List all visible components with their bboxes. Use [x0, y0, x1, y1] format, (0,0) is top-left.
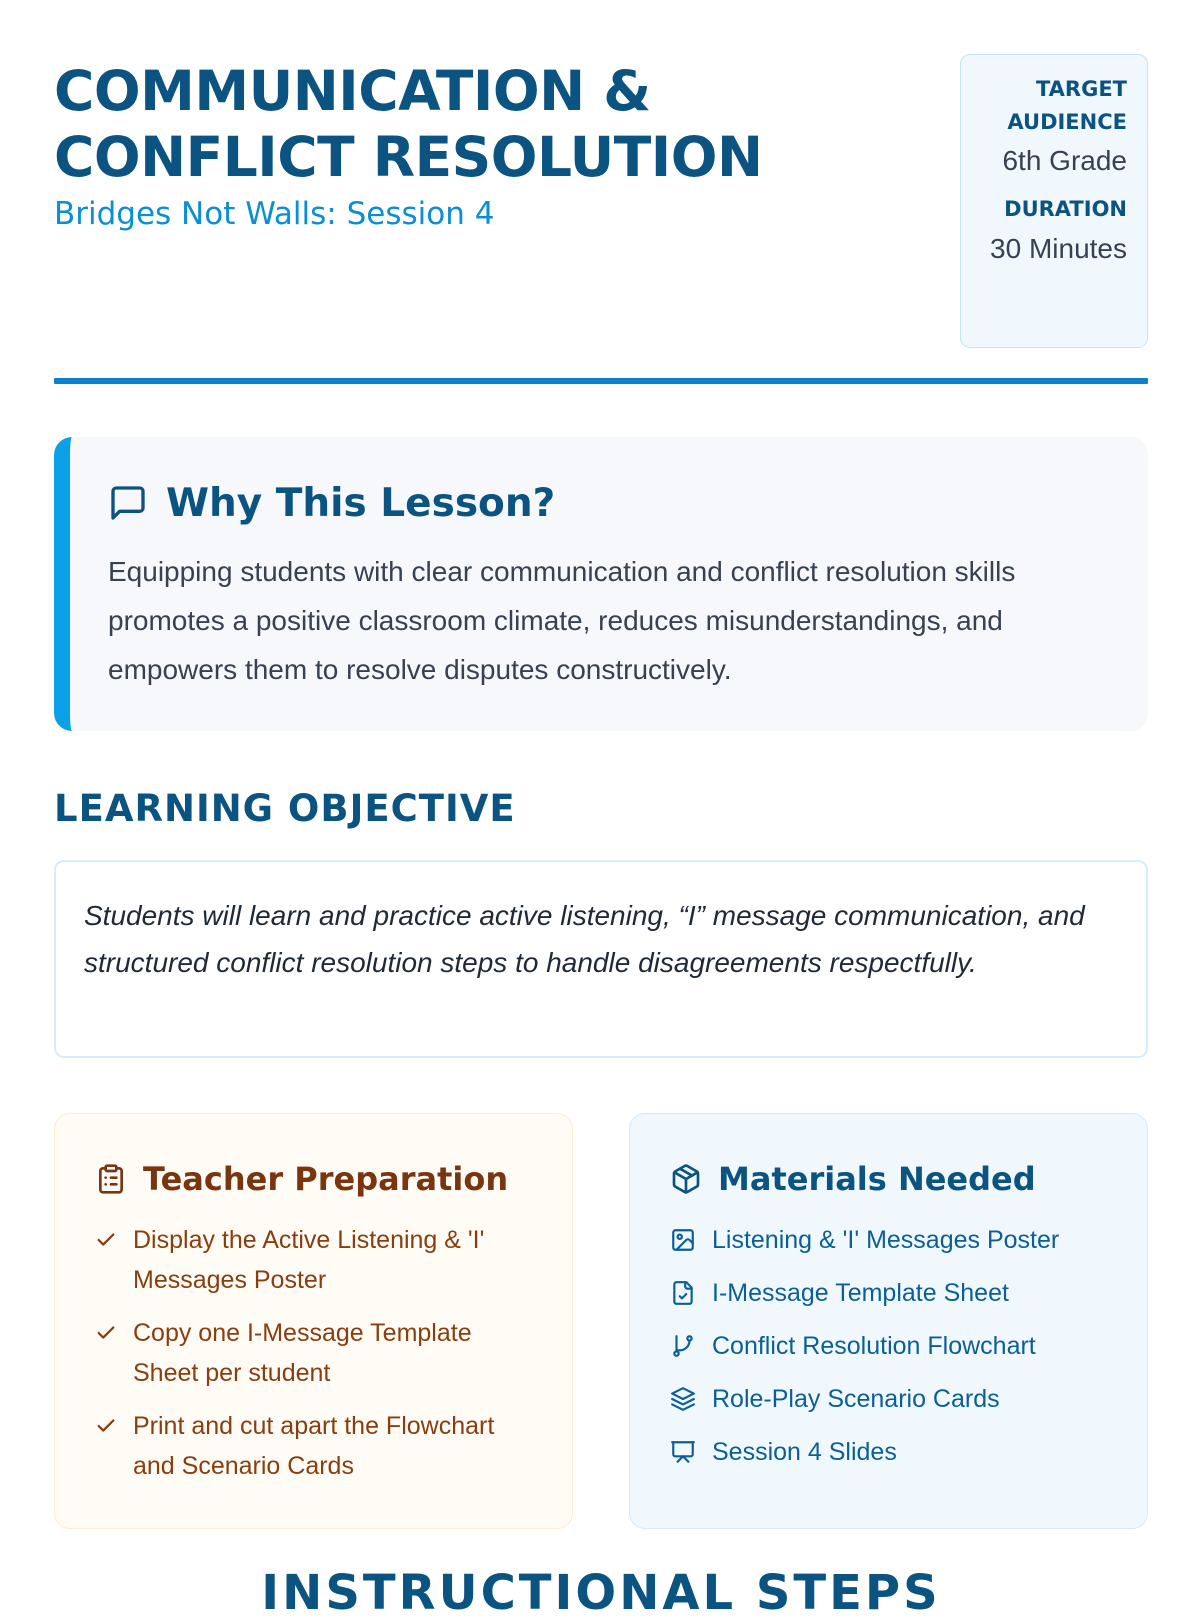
material-item: [670, 1326, 1109, 1366]
material-item: [670, 1273, 1109, 1313]
image-icon: [670, 1227, 696, 1253]
materials-needed-heading: [670, 1152, 1109, 1206]
objective-heading: LEARNING OBJECTIVE: [54, 787, 516, 830]
material-item-label: Listening & 'I' Messages Poster: [712, 1226, 1060, 1254]
objective-text: Students will learn and practice active listening, “I” message communication, and structured conflict resolution steps to handle disagreements respectfully.: [54, 860, 1148, 1058]
teacher-preparation-heading: [95, 1152, 534, 1206]
lesson-header: [54, 52, 1148, 352]
header-divider: [54, 378, 1148, 384]
check-icon: [95, 1229, 117, 1251]
duration-label: DURATION: [1004, 197, 1127, 221]
audience-label: TARGET AUDIENCE: [1007, 77, 1127, 134]
title-line-1: COMMUNICATION &: [54, 59, 651, 123]
check-icon: [95, 1322, 117, 1344]
teacher-preparation-card: [54, 1113, 573, 1529]
layers-icon: [670, 1386, 696, 1412]
audience-value: 6th Grade: [1002, 145, 1127, 176]
materials-needed-card: [629, 1113, 1148, 1529]
preparation-item-text: Print and cut apart the Flowchart and Scenario Cards: [133, 1412, 495, 1480]
presentation-icon: [670, 1439, 696, 1465]
material-item-label: Conflict Resolution Flowchart: [712, 1332, 1036, 1360]
check-icon: [95, 1415, 117, 1437]
git-branch-icon: [670, 1333, 696, 1359]
material-item-label: I-Message Template Sheet: [712, 1279, 1009, 1307]
duration-value: 30 Minutes: [990, 233, 1127, 264]
materials-list: [670, 1220, 1109, 1472]
materials-needed-title: Materials Needed: [718, 1160, 1036, 1198]
material-item: [670, 1379, 1109, 1419]
file-check-icon: [670, 1280, 696, 1306]
why-lesson-title: Why This Lesson?: [166, 480, 556, 526]
preparation-item: [95, 1406, 534, 1486]
package-icon: [670, 1163, 702, 1195]
teacher-preparation-title: Teacher Preparation: [143, 1160, 509, 1198]
material-item-label: Role-Play Scenario Cards: [712, 1385, 1000, 1413]
material-item: [670, 1432, 1109, 1472]
meta-card: [960, 54, 1148, 348]
session-subtitle: Bridges Not Walls: Session 4: [54, 196, 495, 232]
preparation-item: [95, 1220, 534, 1300]
preparation-item: [95, 1313, 534, 1393]
preparation-item-text: Display the Active Listening & 'I' Messages Poster: [133, 1226, 485, 1294]
material-item: [670, 1220, 1109, 1260]
material-item-label: Session 4 Slides: [712, 1438, 897, 1466]
message-square-icon: [108, 483, 148, 523]
why-lesson-heading: [108, 473, 1108, 533]
why-lesson-box: [54, 437, 1148, 731]
page-title: [54, 58, 874, 190]
instructional-steps-heading: INSTRUCTIONAL STEPS: [261, 1565, 941, 1621]
clipboard-list-icon: [95, 1163, 127, 1195]
preparation-item-text: Copy one I-Message Template Sheet per student: [133, 1319, 472, 1387]
why-lesson-text: Equipping students with clear communication and conflict resolution skills promotes a positive classroom climate, reduces misunderstandings, and empowers them to resolve disputes constructively.: [108, 556, 1016, 685]
title-line-2: CONFLICT RESOLUTION: [54, 125, 763, 189]
preparation-list: [95, 1220, 534, 1486]
